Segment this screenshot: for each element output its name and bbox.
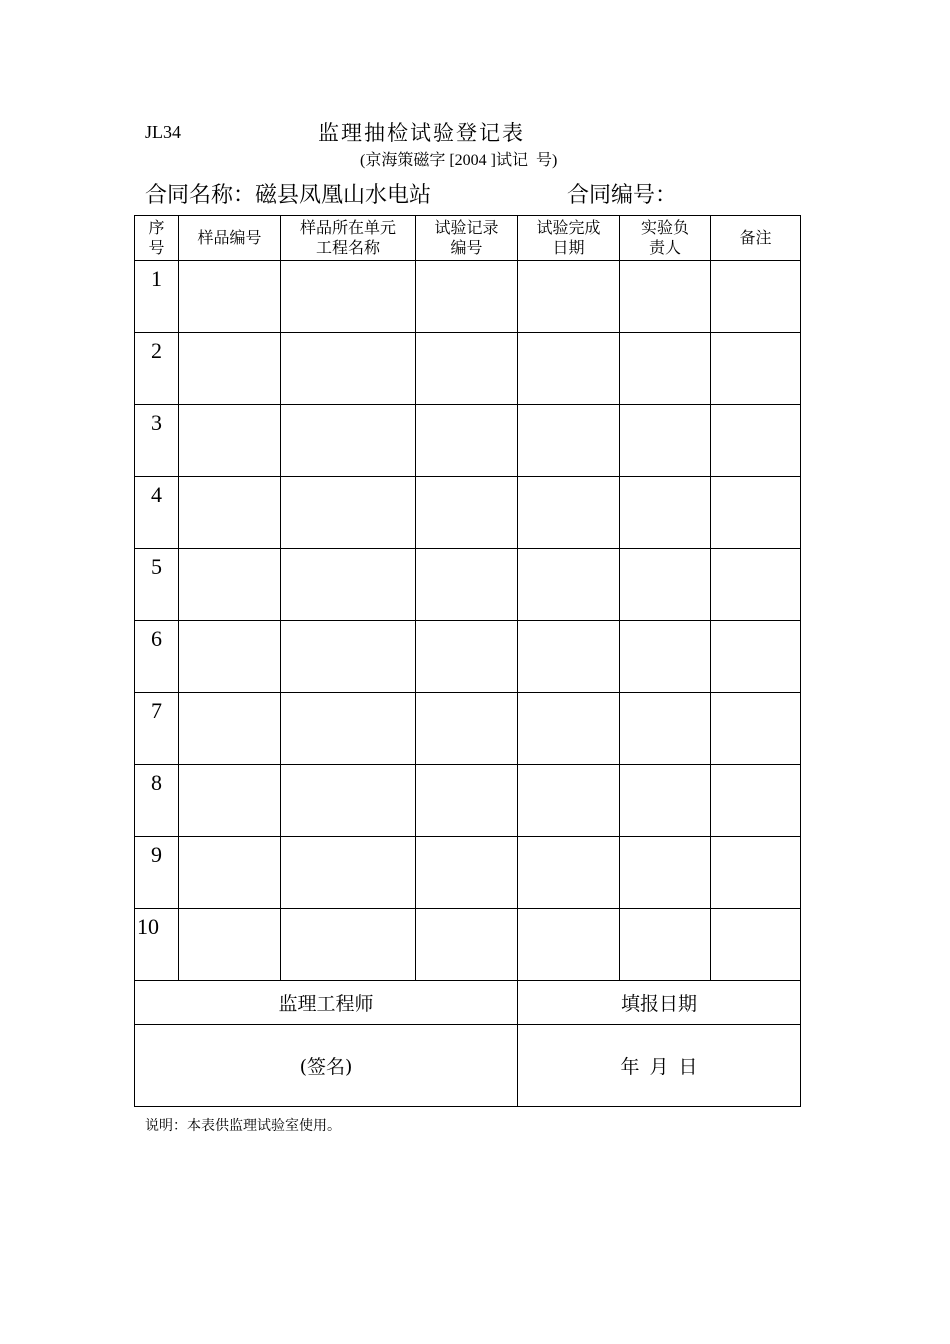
remarks-cell[interactable] [711, 909, 801, 981]
unit-project-cell[interactable] [281, 621, 416, 693]
responsible-cell[interactable] [620, 693, 711, 765]
unit-project-cell[interactable] [281, 333, 416, 405]
completion-date-cell[interactable] [518, 261, 620, 333]
unit-project-cell[interactable] [281, 837, 416, 909]
remarks-cell[interactable] [711, 405, 801, 477]
table-row [135, 477, 801, 549]
record-no-cell[interactable] [416, 333, 518, 405]
engineer-label: 监理工程师 [135, 981, 518, 1025]
form-code: JL34 [145, 122, 181, 142]
report-date-label: 填报日期 [518, 981, 801, 1025]
completion-date-cell[interactable] [518, 333, 620, 405]
contract-name: 合同名称：磁县凤凰山水电站 [145, 183, 432, 208]
sample-no-cell[interactable] [179, 405, 281, 477]
remarks-cell[interactable] [711, 549, 801, 621]
unit-project-cell[interactable] [281, 405, 416, 477]
signature-field[interactable]: (签名) [135, 1025, 518, 1107]
column-header-index: 序 号 [135, 216, 179, 261]
sample-no-cell[interactable] [179, 621, 281, 693]
row-index-cell: 6 [135, 621, 179, 693]
sample-no-cell[interactable] [179, 549, 281, 621]
responsible-cell[interactable] [620, 837, 711, 909]
sample-no-cell[interactable] [179, 693, 281, 765]
row-index-cell: 3 [135, 405, 179, 477]
unit-project-cell[interactable] [281, 261, 416, 333]
record-no-cell[interactable] [416, 405, 518, 477]
unit-project-cell[interactable] [281, 477, 416, 549]
responsible-cell[interactable] [620, 333, 711, 405]
registration-table [134, 215, 801, 1107]
completion-date-cell[interactable] [518, 405, 620, 477]
sample-no-cell[interactable] [179, 333, 281, 405]
table-row [135, 333, 801, 405]
table-row [135, 621, 801, 693]
record-no-cell[interactable] [416, 261, 518, 333]
row-index-cell: 7 [135, 693, 179, 765]
row-index-cell: 4 [135, 477, 179, 549]
form-subtitle: (京海策磁字 [2004 ]试记 号) [360, 152, 558, 169]
responsible-cell[interactable] [620, 621, 711, 693]
table-row [135, 765, 801, 837]
record-no-cell[interactable] [416, 549, 518, 621]
row-index-cell: 9 [135, 837, 179, 909]
table-row [135, 405, 801, 477]
table-row [135, 549, 801, 621]
remarks-cell[interactable] [711, 765, 801, 837]
column-header-remarks: 备注 [711, 216, 801, 261]
unit-project-cell[interactable] [281, 693, 416, 765]
table-row [135, 909, 801, 981]
completion-date-cell[interactable] [518, 549, 620, 621]
contract-number-label: 合同编号： [567, 183, 678, 208]
remarks-cell[interactable] [711, 837, 801, 909]
table-row [135, 261, 801, 333]
footer-value-row [135, 1025, 801, 1107]
column-header-record-no: 试验记录 编号 [416, 216, 518, 261]
record-no-cell[interactable] [416, 477, 518, 549]
unit-project-cell[interactable] [281, 549, 416, 621]
responsible-cell[interactable] [620, 477, 711, 549]
responsible-cell[interactable] [620, 405, 711, 477]
usage-note: 说明：本表供监理试验室使用。 [145, 1118, 341, 1134]
record-no-cell[interactable] [416, 765, 518, 837]
row-index-cell: 10 [135, 909, 179, 981]
table-header-row [135, 216, 801, 261]
column-header-sample-no: 样品编号 [179, 216, 281, 261]
remarks-cell[interactable] [711, 477, 801, 549]
responsible-cell[interactable] [620, 765, 711, 837]
completion-date-cell[interactable] [518, 765, 620, 837]
responsible-cell[interactable] [620, 549, 711, 621]
record-no-cell[interactable] [416, 909, 518, 981]
column-header-responsible: 实验负 责人 [620, 216, 711, 261]
completion-date-cell[interactable] [518, 837, 620, 909]
remarks-cell[interactable] [711, 621, 801, 693]
unit-project-cell[interactable] [281, 909, 416, 981]
sample-no-cell[interactable] [179, 477, 281, 549]
sample-no-cell[interactable] [179, 837, 281, 909]
sample-no-cell[interactable] [179, 909, 281, 981]
row-index-cell: 5 [135, 549, 179, 621]
completion-date-cell[interactable] [518, 621, 620, 693]
row-index-cell: 2 [135, 333, 179, 405]
unit-project-cell[interactable] [281, 765, 416, 837]
table-row [135, 837, 801, 909]
record-no-cell[interactable] [416, 693, 518, 765]
record-no-cell[interactable] [416, 837, 518, 909]
row-index-cell: 1 [135, 261, 179, 333]
record-no-cell[interactable] [416, 621, 518, 693]
completion-date-cell[interactable] [518, 693, 620, 765]
completion-date-cell[interactable] [518, 477, 620, 549]
completion-date-cell[interactable] [518, 909, 620, 981]
table-row [135, 693, 801, 765]
form-title: 监理抽检试验登记表 [318, 121, 525, 145]
remarks-cell[interactable] [711, 693, 801, 765]
responsible-cell[interactable] [620, 909, 711, 981]
column-header-completion-date: 试验完成 日期 [518, 216, 620, 261]
sample-no-cell[interactable] [179, 261, 281, 333]
sample-no-cell[interactable] [179, 765, 281, 837]
footer-label-row [135, 981, 801, 1025]
row-index-cell: 8 [135, 765, 179, 837]
column-header-unit-project: 样品所在单元 工程名称 [281, 216, 416, 261]
responsible-cell[interactable] [620, 261, 711, 333]
remarks-cell[interactable] [711, 261, 801, 333]
report-date-field[interactable]: 年 月 日 [518, 1025, 801, 1107]
remarks-cell[interactable] [711, 333, 801, 405]
